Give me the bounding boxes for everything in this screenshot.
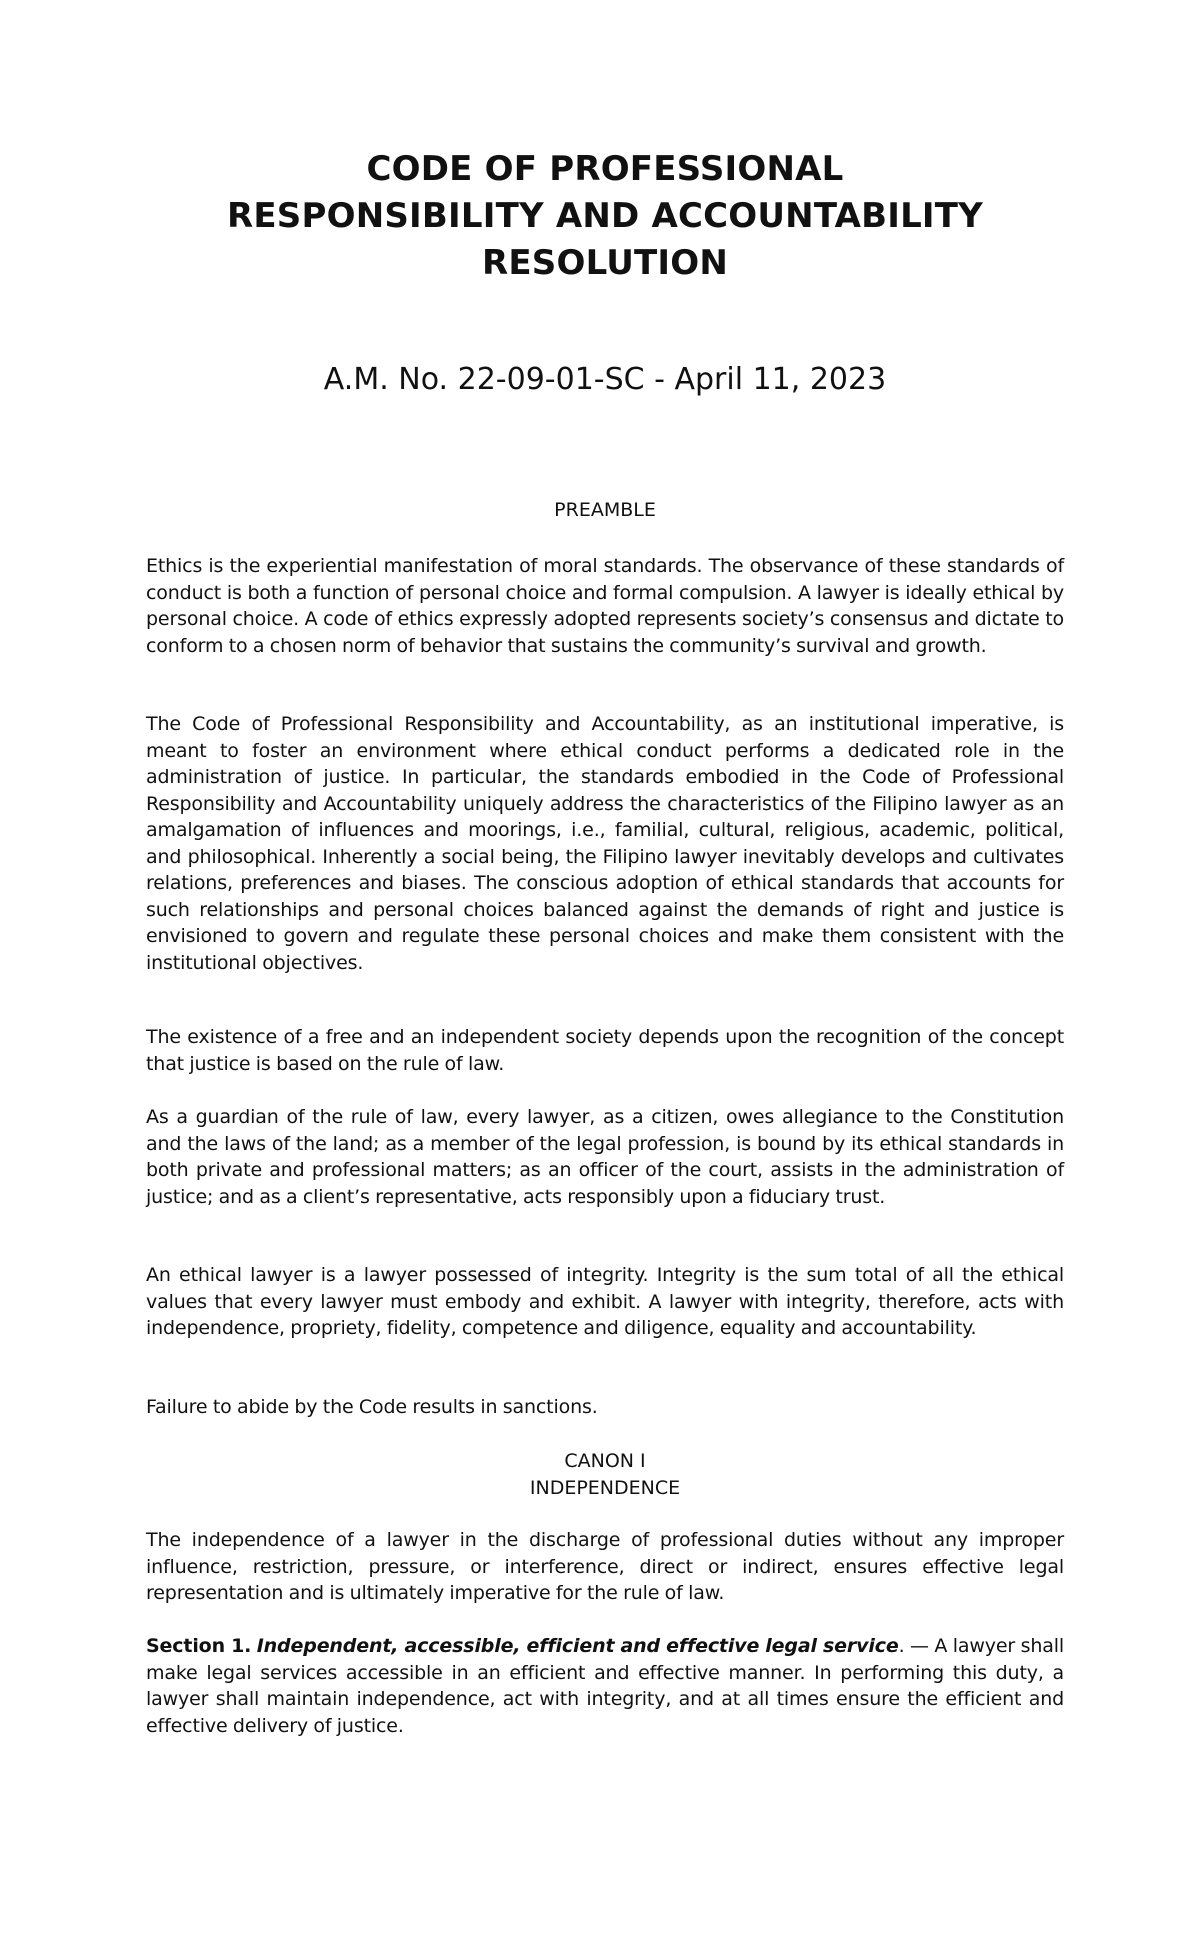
document-page <box>146 0 1064 1944</box>
canon-number: CANON I <box>564 1450 646 1472</box>
document-subtitle: A.M. No. 22-09-01-SC - April 11, 2023 <box>323 362 887 397</box>
preamble-paragraph-6 <box>146 1394 1064 1421</box>
paragraph-text: Failure to abide by the Code results in sanctions. <box>146 1396 598 1418</box>
preamble-heading-text: PREAMBLE <box>554 499 656 521</box>
document-title <box>146 146 1064 287</box>
title-line-2: RESPONSIBILITY AND ACCOUNTABILITY <box>226 196 983 236</box>
preamble-paragraph-5 <box>146 1262 1064 1342</box>
canon-heading <box>146 1448 1064 1502</box>
paragraph-text: The independence of a lawyer in the discharge of professional duties without any improper influence, restriction, pressure, or interference, direct or indirect, ensures effective legal representation and is ultimately imperative for the rule of law. <box>146 1529 1064 1604</box>
section-title: Independent, accessible, efficient and effective legal service <box>256 1635 899 1657</box>
paragraph-text: Ethics is the experiential manifestation of moral standards. The observance of these standards of conduct is both a function of personal choice and formal compulsion. A lawyer is ideally ethical by personal choice. A code of ethics expressly adopted represents society’s consensus and dictate to conform to a chosen norm of behavior that sustains the community’s survival and growth. <box>146 555 1064 657</box>
preamble-paragraph-3 <box>146 1024 1064 1077</box>
paragraph-text: The Code of Professional Responsibility and Accountability, as an institutional imperative, is meant to foster an environment where ethical conduct performs a dedicated role in the administration of justice. In particular, the standards embodied in the Code of Professional Responsibility and Accountability uniquely address the characteristics of the Filipino lawyer as an amalgamation of influences and moorings, i.e., familial, cultural, religious, academic, political, and philosophical. Inherently a social being, the Filipino lawyer inevitably develops and cultivates relations, preferences and biases. The conscious adoption of ethical standards that accounts for such relationships and personal choices balanced against the demands of right and justice is envisioned to govern and regulate these personal choices and make them consistent with the institutional objectives. <box>146 713 1064 974</box>
preamble-paragraph-4 <box>146 1104 1064 1210</box>
canon-intro-paragraph <box>146 1527 1064 1607</box>
preamble-paragraph-1 <box>146 553 1064 659</box>
section-label: Section 1. <box>146 1635 252 1657</box>
paragraph-text: As a guardian of the rule of law, every lawyer, as a citizen, owes allegiance to the Constitution and the laws of the land; as a member of the legal profession, is bound by its ethical standards in both private and professional matters; as an officer of the court, assists in the administration of justice; and as a client’s representative, acts responsibly upon a fiduciary trust. <box>146 1106 1064 1208</box>
title-line-1: CODE OF PROFESSIONAL <box>366 149 844 189</box>
section-1-paragraph <box>146 1633 1064 1739</box>
preamble-paragraph-2 <box>146 711 1064 976</box>
preamble-heading <box>146 497 1064 524</box>
section-1-text <box>146 1633 1064 1739</box>
paragraph-text: An ethical lawyer is a lawyer possessed of integrity. Integrity is the sum total of all the ethical values that every lawyer must embody and exhibit. A lawyer with integrity, therefore, acts with independence, propriety, fidelity, competence and diligence, equality and accountability. <box>146 1264 1064 1339</box>
section-body: . — A lawyer shall make legal services accessible in an efficient and effective manner. In performing this duty, a lawyer shall maintain independence, act with integrity, and at all times ensure the efficient and effective delivery of justice. <box>146 1635 1065 1737</box>
paragraph-text: The existence of a free and an independent society depends upon the recognition of the concept that justice is based on the rule of law. <box>146 1026 1064 1075</box>
title-line-3: RESOLUTION <box>481 243 729 283</box>
canon-name: INDEPENDENCE <box>529 1477 681 1499</box>
